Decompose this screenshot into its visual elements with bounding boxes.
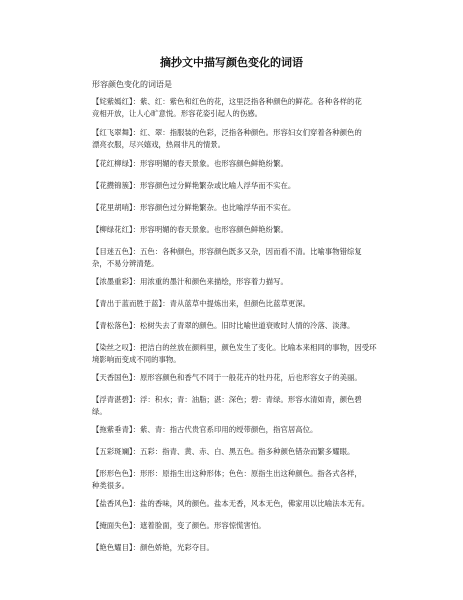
entry-14 — [92, 424, 392, 436]
entry-13 — [92, 394, 392, 417]
entry-19 — [92, 542, 392, 554]
entry-2 — [92, 127, 392, 150]
entry-3 — [92, 158, 392, 170]
entry-8 — [92, 276, 392, 288]
entry-line: 【盐香风色】：盐的香味，风的颜色。盐本无香，风本无色，佛家用以比喻法本无有。 — [92, 499, 370, 508]
entry-4 — [92, 180, 392, 192]
entry-16 — [92, 468, 392, 491]
entry-7 — [92, 246, 392, 269]
entry-5 — [92, 202, 392, 214]
intro-text: 形容颜色变化的词语是 — [92, 80, 172, 89]
entry-11 — [92, 342, 392, 365]
entry-line: 漂亮衣服，尽兴嬉戏，热闹非凡的情景。 — [92, 139, 226, 149]
entry-line: 【掩面失色】：遮着脸面，变了颜色。形容惊慌害怕。 — [92, 521, 266, 530]
entry-line: 境影响而变成不同的事物。 — [92, 354, 181, 364]
entry-15 — [92, 446, 392, 458]
entry-line: 【浓墨重彩】：用浓重的墨汁和颜色来描绘，形容着力描写。 — [92, 277, 288, 286]
entry-line: 【拖紫垂青】：紫、青：指古代贵官系印用的绶带颜色，指官居高位。 — [92, 425, 318, 434]
entry-line: 【花里胡哨】：形容颜色过分鲜艳繁杂。也比喻浮华而不实在。 — [92, 203, 296, 212]
entry-line: 【染丝之叹】：把洁白的丝放在颜料里，颜色发生了变化。比喻本来相同的事物，因受环 — [92, 343, 377, 352]
entry-18 — [92, 520, 392, 532]
entry-line: 【五彩斑斓】：五彩：指青、黄、赤、白、黑五色。指多种颜色错杂而繁多耀眼。 — [92, 447, 355, 456]
entry-line: 竞相开放，让人心旷意悦。形容花姿引起人的伤感。 — [92, 108, 262, 118]
entry-line: 【目迷五色】：五色：各种颜色，形容颜色既多又杂，因而看不清。比喻事物错综复 — [92, 247, 362, 256]
entry-line: 【花攒锦簇】：形容颜色过分鲜艳繁杂或比喻人浮华而不实在。 — [92, 181, 296, 190]
entry-9 — [92, 298, 392, 310]
entry-line: 【青出于蓝而胜于蓝】：青从蓝草中提炼出来，但颜色比蓝草更深。 — [92, 299, 311, 308]
entry-line: 杂，不易分辨清楚。 — [92, 258, 159, 268]
entry-10 — [92, 320, 392, 332]
document-title: 摘抄文中描写颜色变化的词语 — [160, 56, 303, 69]
entry-line: 【天香国色】：原形容颜色和香气不同于一般花卉的牡丹花，后也形容女子的美丽。 — [92, 373, 362, 382]
entry-17 — [92, 498, 392, 510]
entry-line: 【艳色耀目】：颜色娇艳，光彩夺目。 — [92, 543, 214, 552]
entry-12 — [92, 372, 392, 384]
entry-line: 【花红柳绿】：形容明媚的春天景象。也形容颜色鲜艳纷繁。 — [92, 159, 288, 168]
entry-6 — [92, 224, 392, 236]
entry-line: 种类很多。 — [92, 480, 129, 490]
entry-line: 【红飞翠舞】：红、翠：指服装的色彩，泛指各种颜色。形容妇女们穿着各种颜色的 — [92, 128, 362, 137]
entry-line: 绿。 — [92, 406, 107, 416]
entry-line: 【浮青湛碧】：浮：积水；青：油脂；湛：深色；碧：青绿。形容水清如青，颜色碧 — [92, 395, 362, 404]
entry-line: 【青松落色】：松树失去了青翠的颜色。旧时比喻世道衰败时人情的冷落、淡薄。 — [92, 321, 355, 330]
entry-line: 【姹紫嫣红】：紫、红：紫色和红色的花，这里泛指各种颜色的鲜花。各种各样的花 — [92, 97, 362, 106]
entry-1 — [92, 96, 392, 119]
entry-line: 【柳绿花红】：形容明媚的春天景象。也形容颜色鲜艳纷繁。 — [92, 225, 288, 234]
entry-line: 【形形色色】：形形：原指生出这种形体；色色：原指生出这种颜色。指各式各样， — [92, 469, 362, 478]
